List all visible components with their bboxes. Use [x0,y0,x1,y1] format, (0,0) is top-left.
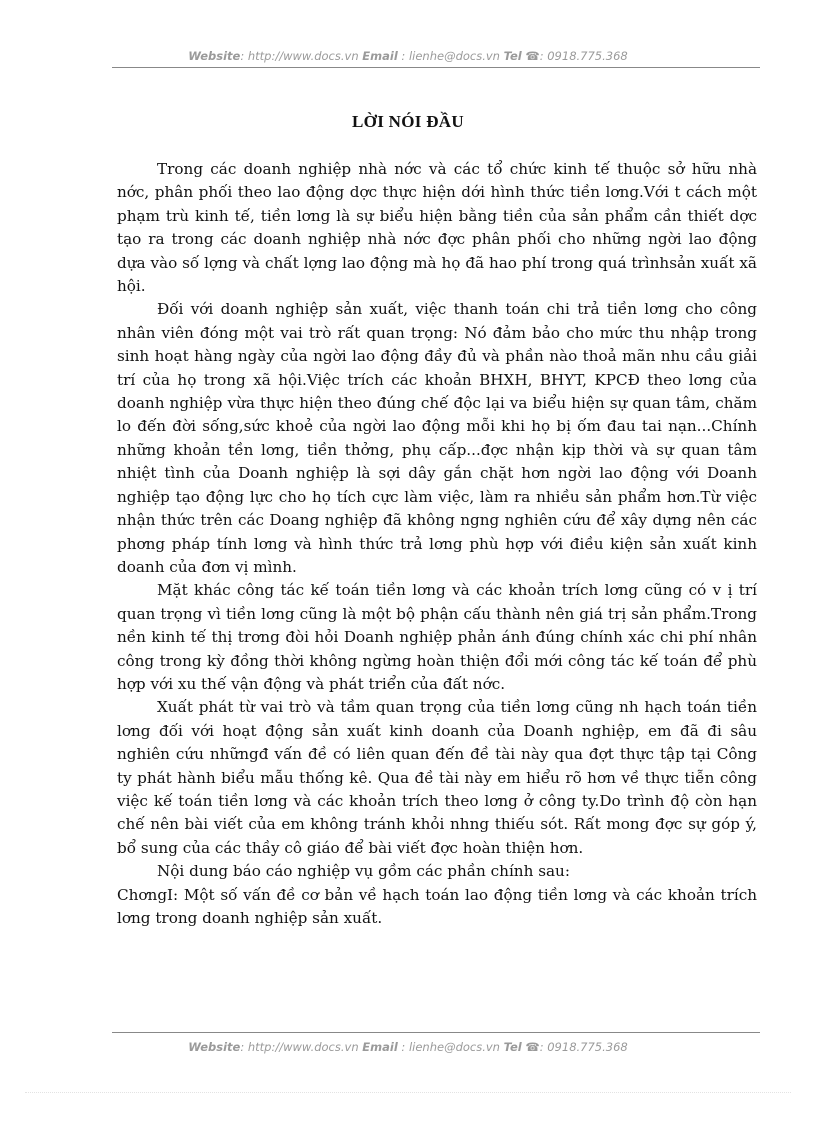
header-tel-value: ☎: 0918.775.368 [521,49,628,63]
header-email-label: Email [362,49,398,63]
paragraph-5: Nội dung báo cáo nghiệp vụ gồm các phần chính sau: [157,862,570,881]
document-body [117,158,757,930]
footer-email-label: Email [362,1040,398,1054]
header-tel-label: Tel [503,49,522,63]
paragraph-3: Mặt khác công tác kế toán tiền lơng và các khoản trích lơng cũng có v ị trí quan trọng vì tiền lơng cũng là một bộ phận cấu thành nên giá trị sản phẩm.Trong nền kinh tế thị trơng đòi hỏi Doanh nghiệp phản ánh đúng chính xác chi phí nhân công trong kỳ đồng thời không ngừng hoàn thiện đổi mới công tác kế toán để phù hợp với xu thế vận động và phát triển của đất nớc. [117,581,757,693]
paragraph-2: Đối với doanh nghiệp sản xuất, việc thanh toán chi trả tiền lơng cho công nhân viên đóng một vai trò rất quan trọng: Nó đảm bảo cho mức thu nhập trong sinh hoạt hàng ngày của ngời lao động đầy đủ và phần nào thoả mãn nhu cầu giải trí của họ trong xã hội.Việc trích các khoản BHXH, BHYT, KPCĐ theo lơng của doanh nghiệp vừa thực hiện theo đúng chế độc lại va biểu hiện sự quan tâm, chăm lo đến đời sống,sức khoẻ của ngời lao động mỗi khi họ bị ốm đau tai nạn...Chính những khoản tền lơng, tiền thởng, phụ cấp...đợc nhận kịp thời và sự quan tâm nhiệt tình của Doanh nghiệp là sợi dây gắn chặt hơn ngời lao động với Doanh nghiệp tạo động lực cho họ tích cực làm việc, làm ra nhiều sản phẩm hơn.Từ việc nhận thức trên các Doang nghiệp đã không ngng nghiên cứu để xây dựng nên các phơng pháp tính lơng và hình thức trả lơng phù hợp với điều kiện sản xuất kinh doanh của đơn vị mình. [117,300,757,576]
footer-website-label: Website [188,1040,241,1054]
header-email-value: : lienhe@docs.vn [397,49,500,63]
header-rule [112,67,760,68]
header-website-value: : http://www.docs.vn [240,49,359,63]
page-footer [0,1040,816,1054]
footer-rule [112,1032,760,1033]
footer-tel-value: ☎: 0918.775.368 [521,1040,628,1054]
document-title: LỜI NÓI ĐẦU [352,112,464,131]
paragraph-6: ChơngI: Một số vấn đề cơ bản về hạch toán lao động tiền lơng và các khoản trích lơng trong doanh nghiệp sản xuất. [117,885,757,927]
footer-email-value: : lienhe@docs.vn [397,1040,500,1054]
page-header [0,49,816,63]
footer-website-value: : http://www.docs.vn [240,1040,359,1054]
page-bottom-border [25,1092,791,1093]
footer-tel-label: Tel [503,1040,522,1054]
header-website-label: Website [188,49,241,63]
paragraph-1: Trong các doanh nghiệp nhà nớc và các tổ chức kinh tế thuộc sở hữu nhà nớc, phân phối theo lao động dợc thực hiện dới hình thức tiền lơng.Với t cách một phạm trù kinh tế, tiền lơng là sự biểu hiện bằng tiền của sản phẩm cần thiết dợc tạo ra trong các doanh nghiệp nhà nớc đợc phân phối cho những ngời lao động dựa vào số lợng và chất lợng lao động mà họ đã hao phí trong quá trìnhsản xuất xã hội. [117,160,757,296]
paragraph-4: Xuất phát từ vai trò và tầm quan trọng của tiền lơng cũng nh hạch toán tiền lơng đối với hoạt động sản xuất kinh doanh của Doanh nghiệp, em đã đi sâu nghiên cứu nhữngđ vấn đề có liên quan đến đề tài này qua đợt thực tập tại Công ty phát hành biểu mẫu thống kê. Qua đề tài này em hiểu rõ hơn về thực tiễn công việc kế toán tiền lơng và các khoản trích theo lơng ở công ty.Do trình độ còn hạn chế nên bài viết của em không tránh khỏi nhng thiếu sót. Rất mong đợc sự góp ý, bổ sung của các thầy cô giáo để bài viết đợc hoàn thiện hơn. [117,698,757,857]
